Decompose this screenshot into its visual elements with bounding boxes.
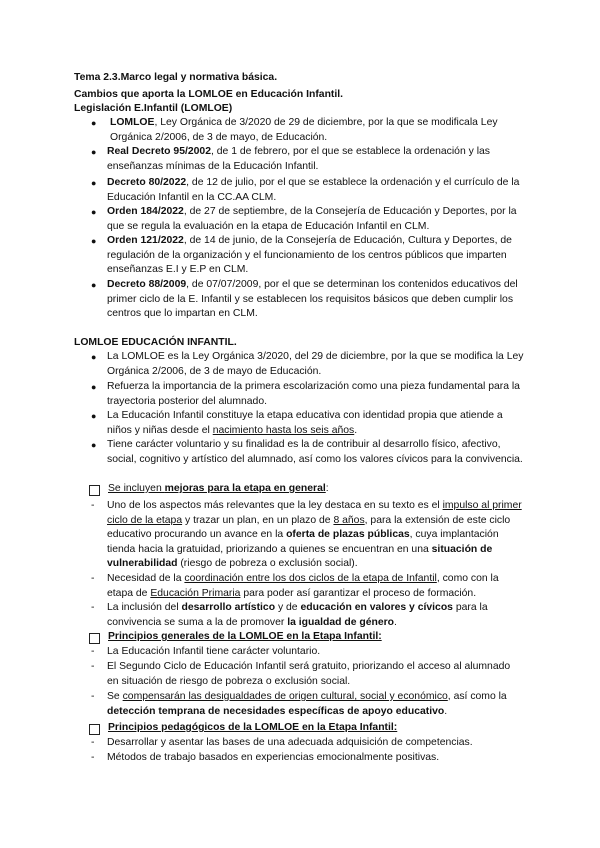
dash-icon: - <box>91 691 95 702</box>
bullet-icon: ● <box>91 147 97 157</box>
list-item: Se compensarán las desigualdades de origen cultural, social y económico, así como la detección temprana de necesidades específicas de apoyo educativo. <box>107 691 507 717</box>
bullet-icon: ● <box>91 236 97 246</box>
dash-icon: - <box>91 752 95 763</box>
mejoras-label: Se incluyen mejoras para la etapa en general: <box>108 483 329 494</box>
list-item: Métodos de trabajo basados en experiencias emocionalmente positivas. <box>107 752 440 763</box>
list-item: Tiene carácter voluntario y su finalidad es la de contribuir al desarrollo físico, afectivo, social, cognitivo y artístico del alumnado, así como los valores cívicos para la convivencia. <box>107 439 523 465</box>
list-item: La LOMLOE es la Ley Orgánica 3/2020, del 29 de diciembre, por la que se modifica la Ley Orgánica 2/2006, de 3 de mayo de Educación. <box>107 351 524 377</box>
subtitle: Cambios que aporta la LOMLOE en Educación Infantil. <box>74 89 344 100</box>
bullet-icon: ● <box>91 207 97 217</box>
principios-generales-label: Principios generales de la LOMLOE en la Etapa Infantil: <box>108 631 382 642</box>
bullet-icon: ● <box>91 118 97 128</box>
checkbox[interactable] <box>89 633 100 644</box>
dash-icon: - <box>91 661 95 672</box>
list-item: Decreto 88/2009, de 07/07/2009, por el que se determinan los contenidos educativos del primer ciclo de la E. Infantil y se establecen los requisitos básicos que deben cumplir los centros que lo impartan en CLM. <box>107 279 518 320</box>
list-item: Desarrollar y asentar las bases de una adecuada adquisición de competencias. <box>107 737 473 748</box>
checkbox[interactable] <box>89 485 100 496</box>
section-title: LOMLOE EDUCACIÓN INFANTIL. <box>74 337 237 348</box>
principios-pedagogicos-label: Principios pedagógicos de la LOMLOE en la Etapa Infantil: <box>108 722 398 733</box>
list-item: El Segundo Ciclo de Educación Infantil será gratuito, priorizando el acceso al alumnado en situación de riesgo de pobreza o exclusión social. <box>107 661 511 687</box>
list-item: La Educación Infantil constituye la etapa educativa con identidad propia que atiende a niños y niñas desde el nacimiento hasta los seis años. <box>107 410 503 436</box>
list-item: Necesidad de la coordinación entre los dos ciclos de la etapa de Infantil, como con la etapa de Educación Primaria para poder así garantizar el proceso de formación. <box>107 573 499 599</box>
legislation-heading: Legislación E.Infantil (LOMLOE) <box>74 103 233 114</box>
list-item: Orden 184/2022, de 27 de septiembre, de la Consejería de Educación y Deportes, por la que se regula la evaluación en la etapa de Educación Infantil en CLM. <box>107 206 517 232</box>
list-item: LOMLOE, Ley Orgánica de 3/2020 de 29 de diciembre, por la que se modificala Ley Orgánica 2/2006, de 3 de mayo, de Educación. <box>110 117 498 143</box>
bullet-icon: ● <box>91 352 97 362</box>
list-item: La Educación Infantil tiene carácter voluntario. <box>107 646 321 657</box>
list-item: Refuerza la importancia de la primera escolarización como una pieza fundamental para la trayectoria posterior del alumnado. <box>107 381 520 407</box>
dash-icon: - <box>91 602 95 613</box>
bullet-icon: ● <box>91 178 97 188</box>
dash-icon: - <box>91 646 95 657</box>
dash-icon: - <box>91 500 95 511</box>
bullet-icon: ● <box>91 411 97 421</box>
list-item: Uno de los aspectos más relevantes que la ley destaca en su texto es el impulso al primer ciclo de la etapa y trazar un plan, en un plazo de 8 años, para la extensión de este ciclo educativo procurando un avance en la oferta de plazas públicas, cuya implantación tienda hacia la gratuidad, priorizando a quienes se encuentran en una situación de vulnerabilidad (riesgo de pobreza o exclusión social). <box>107 500 522 570</box>
list-item: La inclusión del desarrollo artístico y de educación en valores y cívicos para la convivencia se suma a la de promover la igualdad de género. <box>107 602 488 628</box>
bullet-icon: ● <box>91 440 97 450</box>
list-item: Decreto 80/2022, de 12 de julio, por el que se establece la ordenación y el currículo de la Educación Infantil en la CC.AA CLM. <box>107 177 520 203</box>
dash-icon: - <box>91 737 95 748</box>
dash-icon: - <box>91 573 95 584</box>
checkbox[interactable] <box>89 724 100 735</box>
bullet-icon: ● <box>91 280 97 290</box>
list-item: Orden 121/2022, de 14 de junio, de la Consejería de Educación, Cultura y Deportes, de regulación de la organización y el funcionamiento de los centros públicos que imparten enseñanzas E.I y E.P en CLM. <box>107 235 512 276</box>
list-item: Real Decreto 95/2002, de 1 de febrero, por el que se establece la ordenación y las enseñanzas mínimas de la Educación Infantil. <box>107 146 490 172</box>
topic-title: Tema 2.3.Marco legal y normativa básica. <box>74 72 278 83</box>
bullet-icon: ● <box>91 382 97 392</box>
